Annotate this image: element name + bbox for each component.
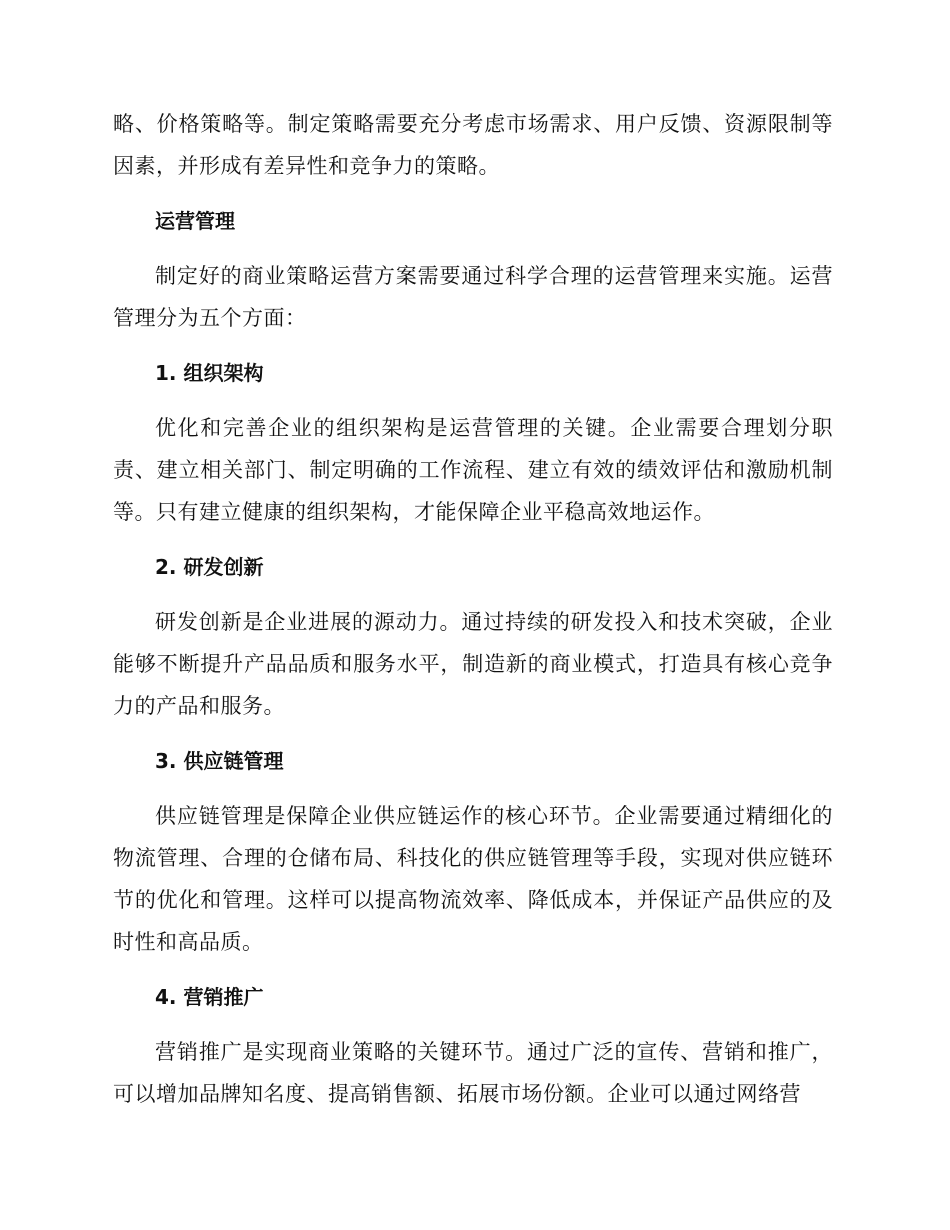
document-body [113, 103, 833, 1115]
paragraph-rd-innovation: 研发创新是企业进展的源动力。通过持续的研发投入和技术突破，企业能够不断提升产品品质和服务水平，制造新的商业模式，打造具有核心竞争力的产品和服务。 [113, 610, 833, 718]
heading-rd-innovation: 2. 研发创新 [155, 555, 264, 579]
heading-marketing: 4. 营销推广 [155, 985, 264, 1009]
paragraph-operations-intro: 制定好的商业策略运营方案需要通过科学合理的运营管理来实施。运营管理分为五个方面： [113, 264, 833, 330]
paragraph-strategy-continued: 略、价格策略等。制定策略需要充分考虑市场需求、用户反馈、资源限制等因素，并形成有差异性和竞争力的策略。 [113, 112, 833, 178]
paragraph-marketing: 营销推广是实现商业策略的关键环节。通过广泛的宣传、营销和推广，可以增加品牌知名度、提高销售额、拓展市场份额。企业可以通过网络营 [113, 1040, 833, 1106]
heading-operations-management: 运营管理 [155, 209, 235, 233]
heading-organization-structure: 1. 组织架构 [155, 361, 264, 385]
paragraph-organization-structure: 优化和完善企业的组织架构是运营管理的关键。企业需要合理划分职责、建立相关部门、制定明确的工作流程、建立有效的绩效评估和激励机制等。只有建立健康的组织架构，才能保障企业平稳高效地运作。 [113, 416, 833, 524]
heading-supply-chain: 3. 供应链管理 [155, 749, 284, 773]
paragraph-supply-chain: 供应链管理是保障企业供应链运作的核心环节。企业需要通过精细化的物流管理、合理的仓储布局、科技化的供应链管理等手段，实现对供应链环节的优化和管理。这样可以提高物流效率、降低成本，并保证产品供应的及时性和高品质。 [113, 804, 833, 954]
